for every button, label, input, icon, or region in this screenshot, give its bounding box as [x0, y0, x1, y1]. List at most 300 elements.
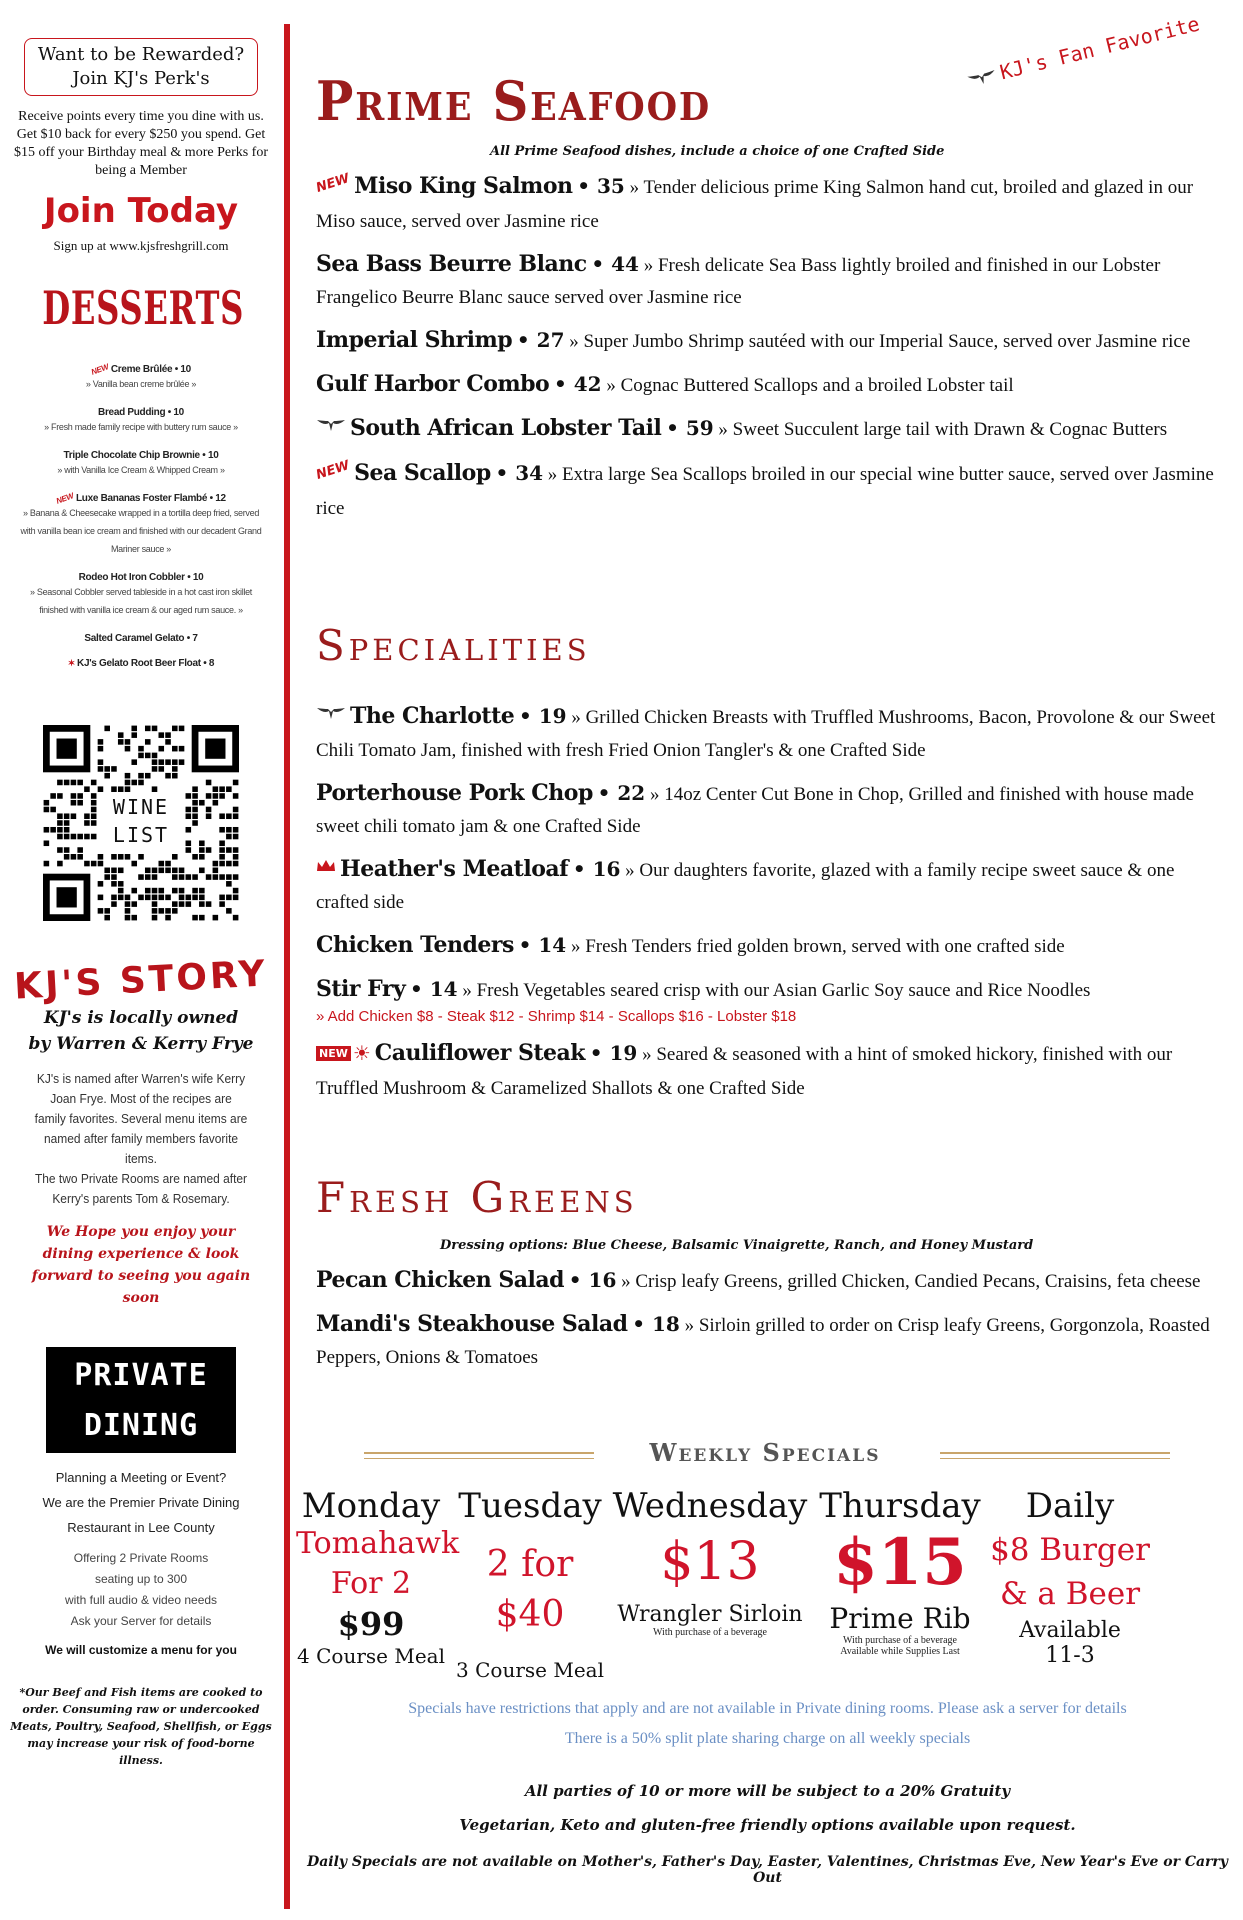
item-description: » Cognac Buttered Scallops and a broiled Lobster tail	[606, 375, 1014, 396]
item-price: • 22	[597, 780, 646, 805]
dessert-item	[18, 493, 264, 558]
item-description: » Sirloin grilled to order on Crisp leafy Greens, Gorgonzola, Roasted Peppers, Onions & Tomatoes	[316, 1315, 1210, 1368]
dessert-item	[18, 633, 264, 644]
qr-module	[64, 813, 70, 819]
private-dining-box	[46, 1347, 236, 1453]
gratuity-note: All parties of 10 or more will be subject to a 20% Gratuity	[524, 1782, 1011, 1800]
qr-module	[152, 753, 158, 759]
item-price: • 16	[568, 1268, 617, 1292]
qr-module	[125, 746, 131, 752]
qr-module	[206, 807, 212, 813]
qr-module	[199, 895, 205, 901]
qr-module	[91, 780, 97, 786]
item-price: • 19	[518, 704, 567, 728]
qr-module	[179, 746, 185, 752]
qr-label	[97, 793, 185, 853]
qr-module	[226, 895, 232, 901]
qr-module	[138, 895, 144, 901]
qr-module	[158, 888, 164, 894]
qr-module	[172, 759, 178, 765]
qr-module	[71, 793, 77, 799]
qr-module	[186, 901, 192, 907]
dessert-item	[18, 658, 264, 669]
qr-module	[152, 901, 158, 907]
qr-finder	[57, 739, 77, 759]
qr-module	[111, 881, 117, 887]
qr-module	[118, 739, 124, 745]
qr-module	[98, 746, 104, 752]
dessert-name: Luxe Bananas Foster Flambé • 12	[75, 493, 226, 504]
item-price: • 19	[589, 1041, 638, 1066]
qr-module	[118, 881, 124, 887]
qr-module	[165, 861, 171, 867]
qr-module	[226, 834, 232, 840]
qr-module	[233, 861, 239, 867]
item-price: • 42	[553, 372, 602, 396]
qr-module	[77, 834, 83, 840]
qr-module	[152, 726, 158, 732]
menu-item	[316, 1037, 1231, 1105]
day-daily	[990, 1484, 1150, 1668]
qr-module	[199, 840, 205, 846]
day-tiny: With purchase of a beverage	[843, 1635, 957, 1646]
qr-module	[131, 901, 137, 907]
qr-module	[179, 759, 185, 765]
story-hope: We Hope you enjoy your dining experience & look forward to seeing you again soon	[31, 1224, 251, 1306]
qr-module	[84, 834, 90, 840]
qr-module	[219, 854, 225, 860]
qr-module	[104, 908, 110, 914]
qr-module	[104, 868, 110, 874]
qr-module	[91, 820, 97, 826]
qr-module	[152, 874, 158, 880]
qr-module	[145, 773, 151, 779]
qr-module	[186, 827, 192, 833]
fan-favorite-label	[964, 12, 1202, 94]
private-dining-line-1: PRIVATE	[74, 1358, 208, 1393]
qr-module	[104, 874, 110, 880]
day-special: $13	[660, 1532, 760, 1592]
dessert-name-line	[18, 364, 264, 375]
qr-module	[118, 888, 124, 894]
qr-module	[91, 813, 97, 819]
qr-module	[233, 895, 239, 901]
qr-module	[145, 868, 151, 874]
qr-finder	[57, 887, 77, 907]
qr-module	[118, 895, 124, 901]
item-description: » Fresh Vegetables seared crisp with our Asian Garlic Soy sauce and Rice Noodles	[462, 980, 1091, 1002]
qr-module	[145, 739, 151, 745]
bull-icon	[316, 700, 346, 732]
qr-module	[199, 888, 205, 894]
qr-module	[172, 868, 178, 874]
qr-module	[165, 759, 171, 765]
qr-module	[84, 820, 90, 826]
qr-module	[192, 800, 198, 806]
qr-module	[131, 726, 137, 732]
pd-line-8: We will customize a menu for you	[45, 1643, 237, 1657]
qr-module	[206, 793, 212, 799]
day-special-2: & a Beer	[999, 1576, 1141, 1612]
qr-module	[199, 915, 205, 921]
day-tiny-2: Available while Supplies Last	[840, 1646, 960, 1657]
qr-module	[199, 868, 205, 874]
qr-module	[213, 915, 219, 921]
item-name: South African Lobster Tail	[350, 415, 662, 441]
day-wednesday	[610, 1484, 810, 1638]
qr-module	[213, 874, 219, 880]
qr-module	[64, 780, 70, 786]
qr-module	[206, 901, 212, 907]
qr-module	[104, 773, 110, 779]
qr-module	[104, 726, 110, 732]
qr-module	[179, 895, 185, 901]
day-special: $8 Burger	[990, 1532, 1150, 1568]
qr-module	[50, 793, 56, 799]
day-name: Daily	[1025, 1486, 1115, 1526]
menu-item	[316, 777, 1231, 843]
restriction-note-2: There is a 50% split plate sharing charge on all weekly specials	[564, 1730, 971, 1747]
new-badge: NEW	[90, 362, 110, 377]
qr-module	[172, 874, 178, 880]
specialities-title: Specialities	[316, 621, 591, 670]
item-description: » Seared & seasoned with a hint of smoked hickory, finished with our Truffled Mushroom & Caramelized Shallots & one Crafted Side	[316, 1044, 1173, 1100]
qr-module	[172, 908, 178, 914]
weekly-days	[296, 1484, 1235, 1694]
qr-module	[57, 861, 63, 867]
bull-icon	[316, 412, 346, 444]
qr-module	[98, 739, 104, 745]
item-name: Imperial Shrimp	[316, 327, 513, 353]
private-dining-line-2: DINING	[83, 1408, 199, 1443]
qr-module	[206, 813, 212, 819]
qr-module	[186, 840, 192, 846]
menu-item	[316, 170, 1231, 238]
signup-link[interactable]: Sign up at www.kjsfreshgrill.com	[53, 238, 229, 253]
qr-module	[179, 888, 185, 894]
menu-item	[316, 368, 1231, 402]
weekly-specials-title: Weekly Specials	[649, 1438, 881, 1467]
qr-module	[84, 861, 90, 867]
item-description: » Crisp leafy Greens, grilled Chicken, Candied Pecans, Craisins, feta cheese	[621, 1271, 1201, 1292]
qr-module	[233, 847, 239, 853]
item-description: » Our daughters favorite, glazed with a family recipe sweet sauce & one crafted side	[316, 859, 1175, 914]
qr-module	[219, 874, 225, 880]
qr-module	[44, 800, 50, 806]
qr-finder	[205, 739, 225, 759]
item-description: » Fresh Tenders fried golden brown, served with one crafted side	[570, 936, 1065, 958]
dessert-name: Triple Chocolate Chip Brownie • 10	[63, 450, 219, 461]
qr-module	[179, 901, 185, 907]
qr-module	[118, 868, 124, 874]
qr-module	[71, 854, 77, 860]
specialities-items	[316, 700, 1231, 1115]
day-sub: 3 Course Meal	[456, 1658, 604, 1682]
qr-module	[64, 847, 70, 853]
qr-module	[233, 827, 239, 833]
qr-module	[44, 861, 50, 867]
qr-module	[111, 895, 117, 901]
item-description: » Extra large Sea Scallops broiled in our special wine butter sauce, served over Jasmine rice	[316, 463, 1214, 519]
day-special-2: For 2	[330, 1566, 412, 1601]
item-price: • 35	[577, 174, 625, 198]
qr-module	[158, 868, 164, 874]
weekly-specials-header	[300, 1436, 1235, 1476]
item-name: Chicken Tenders	[316, 932, 514, 959]
item-price: • 14	[518, 933, 567, 958]
qr-module	[219, 861, 225, 867]
qr-module	[77, 854, 83, 860]
item-name: Gulf Harbor Combo	[316, 371, 550, 397]
weekly-rule-right	[940, 1452, 1170, 1459]
day-special: 2 for $40	[486, 1544, 574, 1635]
qr-module	[192, 874, 198, 880]
wine-list-qr-code[interactable]	[43, 725, 239, 921]
qr-module	[145, 726, 151, 732]
dessert-item	[18, 572, 264, 619]
item-name: The Charlotte	[350, 703, 515, 729]
qr-module	[213, 800, 219, 806]
qr-module	[165, 868, 171, 874]
qr-module	[118, 854, 124, 860]
qr-module	[131, 732, 137, 738]
qr-module	[111, 766, 117, 772]
qr-module	[131, 915, 137, 921]
qr-module	[57, 813, 63, 819]
qr-module	[226, 827, 232, 833]
day-thursday	[810, 1484, 990, 1657]
sparkle-icon: ✶	[67, 658, 76, 668]
qr-module	[226, 786, 232, 792]
qr-module	[98, 881, 104, 887]
qr-module	[71, 813, 77, 819]
private-dining-details	[16, 1548, 266, 1632]
qr-module	[172, 854, 178, 860]
qr-module	[213, 868, 219, 874]
story-body	[33, 1069, 248, 1209]
qr-module	[98, 908, 104, 914]
qr-module	[111, 901, 117, 907]
qr-module	[172, 901, 178, 907]
qr-module	[186, 847, 192, 853]
item-price: • 34	[495, 460, 544, 485]
qr-module	[219, 901, 225, 907]
qr-module	[57, 834, 63, 840]
day-sub-2: 11-3	[1045, 1643, 1095, 1668]
qr-module	[84, 786, 90, 792]
qr-module	[219, 813, 225, 819]
qr-module	[192, 888, 198, 894]
dessert-name-line	[18, 572, 264, 583]
menu-item	[316, 929, 1231, 963]
dessert-name-line	[18, 633, 264, 644]
sun-icon: ☀	[352, 1043, 371, 1066]
day-sub: Available	[1019, 1618, 1121, 1643]
qr-module	[50, 807, 56, 813]
qr-module	[118, 732, 124, 738]
day-special: Tomahawk	[296, 1526, 460, 1561]
pd-line-1: Planning a Meeting or Event?	[55, 1470, 227, 1485]
qr-module	[199, 800, 205, 806]
day-price: $99	[337, 1605, 405, 1643]
qr-module	[77, 793, 83, 799]
item-price: • 16	[572, 856, 621, 881]
qr-module	[152, 895, 158, 901]
qr-module	[111, 868, 117, 874]
qr-module	[219, 786, 225, 792]
item-description: » Super Jumbo Shrimp sautéed with our Imperial Sauce, served over Jasmine rice	[569, 331, 1191, 352]
qr-module	[131, 888, 137, 894]
pd-line-2: We are the Premier Private Dining	[42, 1495, 240, 1510]
item-price: • 59	[666, 416, 714, 440]
fresh-greens-items	[316, 1264, 1231, 1384]
qr-module	[64, 827, 70, 833]
new-badge: NEW	[314, 457, 352, 483]
day-tiny: With purchase of a beverage	[653, 1627, 767, 1638]
dessert-name-line	[18, 658, 264, 669]
qr-module	[152, 908, 158, 914]
qr-module	[91, 861, 97, 867]
qr-module	[158, 908, 164, 914]
day-sub: Wrangler Sirloin	[617, 1602, 803, 1627]
qr-module	[98, 786, 104, 792]
dessert-name: Bread Pudding • 10	[98, 407, 184, 418]
menu-item	[316, 973, 1231, 1027]
item-description: » Sweet Succulent large tail with Drawn & Cognac Butters	[718, 419, 1168, 440]
qr-module	[219, 847, 225, 853]
qr-module	[186, 895, 192, 901]
qr-module	[165, 895, 171, 901]
dessert-name: Rodeo Hot Iron Cobbler • 10	[78, 572, 204, 583]
crown-icon	[316, 852, 336, 884]
item-price: • 44	[591, 252, 639, 276]
qr-module	[111, 874, 117, 880]
qr-module	[125, 895, 131, 901]
item-addons: » Add Chicken $8 - Steak $12 - Shrimp $14 - Scallops $16 - Lobster $18	[316, 1008, 797, 1026]
qr-module	[125, 739, 131, 745]
qr-module	[179, 874, 185, 880]
menu-item	[316, 324, 1231, 358]
day-name: Monday	[301, 1486, 441, 1526]
qr-module	[104, 915, 110, 921]
story-title: KJ'S STORY	[13, 953, 269, 1008]
qr-module	[118, 786, 124, 792]
qr-module	[125, 780, 131, 786]
qr-module	[192, 820, 198, 826]
qr-module	[98, 861, 104, 867]
day-tuesday	[450, 1484, 610, 1682]
menu-item	[316, 457, 1231, 525]
holiday-note: Daily Specials are not available on Mother's, Father's Day, Easter, Valentines, Christmas Eve, New Year's Eve or Carry Out	[307, 1854, 1228, 1886]
qr-module	[77, 847, 83, 853]
qr-module	[226, 813, 232, 819]
menu-item	[316, 853, 1231, 920]
qr-module	[111, 854, 117, 860]
fresh-greens-title: Fresh Greens	[316, 1173, 638, 1222]
qr-module	[152, 759, 158, 765]
story-owner-line-1: KJ's is locally owned	[43, 1008, 239, 1028]
item-price: • 18	[632, 1312, 680, 1336]
qr-module	[125, 854, 131, 860]
qr-module	[138, 753, 144, 759]
menu-item	[316, 248, 1231, 314]
dessert-desc: » with Vanilla Ice Cream & Whipped Cream »	[57, 465, 225, 475]
qr-module	[145, 895, 151, 901]
qr-module	[98, 766, 104, 772]
qr-module	[233, 915, 239, 921]
qr-module	[192, 786, 198, 792]
qr-module	[192, 854, 198, 860]
qr-module	[138, 874, 144, 880]
qr-module	[44, 827, 50, 833]
qr-module	[158, 759, 164, 765]
perks-text: Receive points every time you dine with us. Get $10 back for every $250 you spend. Get $15 off your Birthday meal & more Perks for being a Member	[13, 109, 269, 178]
prime-seafood-items	[316, 170, 1231, 535]
qr-module	[165, 739, 171, 745]
main-menu	[296, 0, 1235, 1920]
day-name: Wednesday	[612, 1486, 808, 1526]
day-special: $15	[833, 1525, 967, 1600]
qr-module	[165, 908, 171, 914]
dessert-desc: » Vanilla bean creme brûlée »	[85, 379, 197, 389]
item-description: » Fresh delicate Sea Bass lightly broiled and finished in our Lobster Frangelico Beurre Blanc sauce served over Jasmine rice	[316, 255, 1161, 308]
qr-module	[111, 786, 117, 792]
qr-module	[179, 726, 185, 732]
qr-module	[206, 874, 212, 880]
item-name: Miso King Salmon	[354, 173, 573, 199]
qr-module	[71, 780, 77, 786]
qr-module	[172, 773, 178, 779]
qr-module	[192, 813, 198, 819]
dessert-desc: » Seasonal Cobbler served tableside in a hot cast iron skillet finished with vanilla ice cream & our aged rum sauce. »	[29, 587, 253, 615]
diet-note: Vegetarian, Keto and gluten-free friendly options available upon request.	[459, 1816, 1076, 1834]
qr-module	[131, 759, 137, 765]
qr-module	[219, 840, 225, 846]
qr-module	[199, 854, 205, 860]
perks-heading: Want to be Rewarded?	[37, 44, 245, 65]
qr-module	[158, 746, 164, 752]
qr-module	[57, 793, 63, 799]
qr-module	[233, 793, 239, 799]
qr-module	[145, 874, 151, 880]
qr-module	[192, 807, 198, 813]
qr-module	[138, 780, 144, 786]
dessert-item	[18, 364, 264, 393]
new-badge: NEW	[316, 1046, 351, 1061]
menu-item	[316, 1264, 1231, 1298]
dessert-item	[18, 450, 264, 479]
qr-module	[226, 881, 232, 887]
qr-module	[50, 827, 56, 833]
qr-module	[172, 746, 178, 752]
qr-module	[192, 793, 198, 799]
new-badge: NEW	[55, 491, 75, 506]
qr-module	[199, 901, 205, 907]
bull-icon	[965, 63, 1000, 94]
qr-module	[91, 800, 97, 806]
qr-module	[44, 840, 50, 846]
qr-module	[125, 915, 131, 921]
qr-module	[138, 773, 144, 779]
item-name: Porterhouse Pork Chop	[316, 779, 593, 806]
qr-module	[186, 874, 192, 880]
qr-module	[71, 834, 77, 840]
fan-favorite-text: KJ's Fan Favorite	[997, 11, 1202, 85]
qr-module	[226, 874, 232, 880]
item-description: » 14oz Center Cut Bone in Chop, Grilled and finished with house made sweet chili tomato jam & one Crafted Side	[316, 783, 1194, 837]
qr-module	[158, 766, 164, 772]
qr-module	[152, 868, 158, 874]
